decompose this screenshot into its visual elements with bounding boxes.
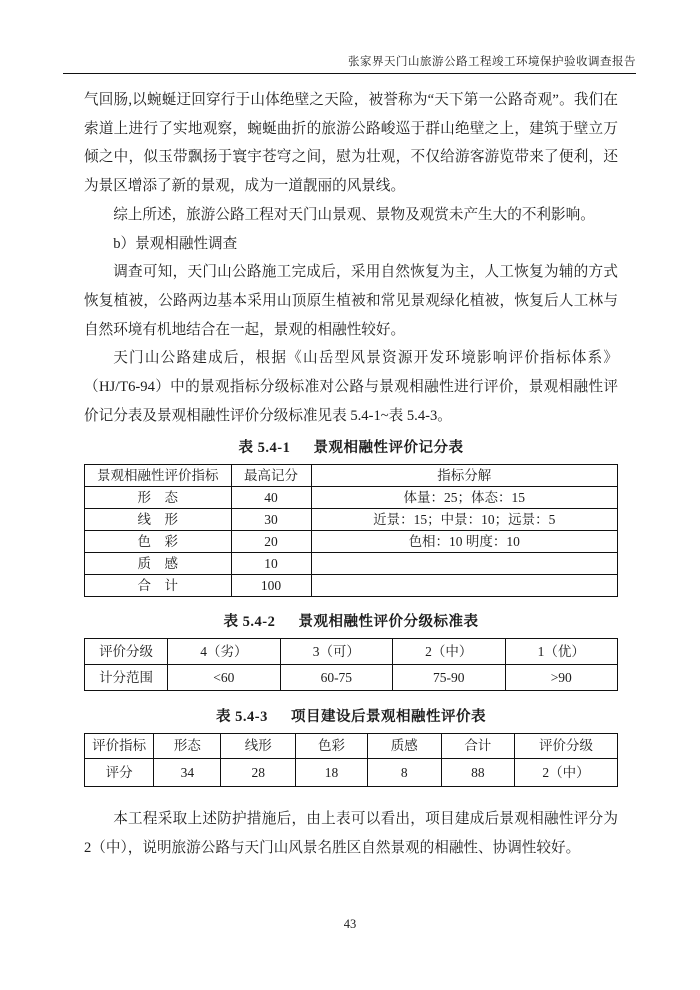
section-heading-b: b）景观相融性调查 (113, 235, 238, 252)
cell: 3（可） (280, 639, 392, 665)
table-row (85, 639, 618, 665)
paragraph-conclusion: 本工程采取上述防护措施后，由上表可以看出，项目建成后景观相融性评分为 2（中），说明旅游公路与天门山风景名胜区自然景观的相融性、协调性较好。 (84, 811, 618, 857)
table-label: 表 5.4-3 (215, 709, 268, 726)
table-row (85, 553, 618, 575)
cell: <60 (168, 665, 280, 691)
cell: 88 (441, 759, 515, 787)
cell (311, 575, 618, 597)
cell: 色相：10 明度：10 (311, 531, 618, 553)
cell: 色彩 (296, 734, 368, 759)
cell: 4（劣） (168, 639, 280, 665)
cell: 合计 (441, 734, 515, 759)
table-row (85, 575, 618, 597)
page-content (84, 86, 618, 863)
cell: 18 (296, 759, 368, 787)
cell: 100 (231, 575, 311, 597)
cell: 评价分级 (85, 639, 168, 665)
table-label: 表 5.4-2 (223, 614, 276, 631)
cell: 60-75 (280, 665, 392, 691)
cell: 质 感 (85, 553, 232, 575)
header-rule (63, 73, 636, 74)
table-5-4-2 (84, 638, 618, 691)
table-5-4-1 (84, 464, 618, 597)
cell: 评价指标 (85, 734, 154, 759)
table-5-4-3 (84, 733, 618, 787)
cell: 8 (368, 759, 442, 787)
paragraph-continuation: 气回肠,以蜿蜒迂回穿行于山体绝壁之天险，被誉称为“天下第一公路奇观”。我们在索道上进行了实地观察，蜿蜒曲折的旅游公路峻巡于群山绝壁之上，建筑于壁立万倾之中，似玉带飘扬于寰宇苍穹之间，慰为壮观，不仅给游客游览带来了便利，还为景区增添了新的景观，成为一道靓丽的风景线。 (84, 92, 618, 195)
cell: 28 (221, 759, 296, 787)
cell: 评分 (85, 759, 154, 787)
header-cell: 指标分解 (311, 465, 618, 487)
table-title-text: 景观相融性评价记分表 (313, 440, 464, 457)
table-row (85, 665, 618, 691)
cell: 色 彩 (85, 531, 232, 553)
cell: 评价分级 (515, 734, 618, 759)
cell: 形态 (154, 734, 221, 759)
page-header (63, 53, 636, 69)
cell (311, 553, 618, 575)
table-row (85, 509, 618, 531)
cell: 合 计 (85, 575, 232, 597)
cell: 近景：15；中景：10；远景：5 (311, 509, 618, 531)
cell: 75-90 (393, 665, 505, 691)
page-number: 43 (343, 917, 357, 931)
header-cell: 最高记分 (231, 465, 311, 487)
cell: 质感 (368, 734, 442, 759)
table-5-4-1-title (84, 437, 618, 459)
cell: 40 (231, 487, 311, 509)
cell: 34 (154, 759, 221, 787)
table-5-4-3-title (84, 706, 618, 728)
cell: 线形 (221, 734, 296, 759)
table-title-text: 景观相融性评价分级标准表 (298, 614, 479, 631)
paragraph-summary: 综上所述，旅游公路工程对天门山景观、景物及观赏未产生大的不利影响。 (113, 206, 595, 223)
cell: 体量：25；体态：15 (311, 487, 618, 509)
cell: 1（优） (505, 639, 618, 665)
cell: 30 (231, 509, 311, 531)
cell: 10 (231, 553, 311, 575)
header-title: 张家界天门山旅游公路工程竣工环境保护验收调查报告 (348, 56, 636, 68)
cell: 计分范围 (85, 665, 168, 691)
table-row (85, 487, 618, 509)
table-header-row (85, 465, 618, 487)
cell: 2（中） (393, 639, 505, 665)
cell: 20 (231, 531, 311, 553)
table-row (85, 531, 618, 553)
paragraph-evaluation-basis: 天门山公路建成后，根据《山岳型风景资源开发环境影响评价指标体系》（HJ/T6-94）中的景观指标分级标准对公路与景观相融性进行评价，景观相融性评价记分表及景观相融性评价分级标准见表 5.4-1~表 5.4-3。 (84, 350, 618, 424)
cell: >90 (505, 665, 618, 691)
paragraph-survey: 调查可知，天门山公路施工完成后，采用自然恢复为主，人工恢复为辅的方式恢复植被，公路两边基本采用山顶原生植被和常见景观绿化植被，恢复后人工林与自然环境有机地结合在一起，景观的相融性较好。 (84, 264, 618, 338)
header-cell: 景观相融性评价指标 (85, 465, 232, 487)
cell: 2（中） (515, 759, 618, 787)
cell: 线 形 (85, 509, 232, 531)
cell: 形 态 (85, 487, 232, 509)
table-5-4-2-title (84, 611, 618, 633)
table-header-row (85, 734, 618, 759)
table-label: 表 5.4-1 (238, 440, 291, 457)
table-title-text: 项目建设后景观相融性评价表 (291, 709, 487, 726)
table-row (85, 759, 618, 787)
